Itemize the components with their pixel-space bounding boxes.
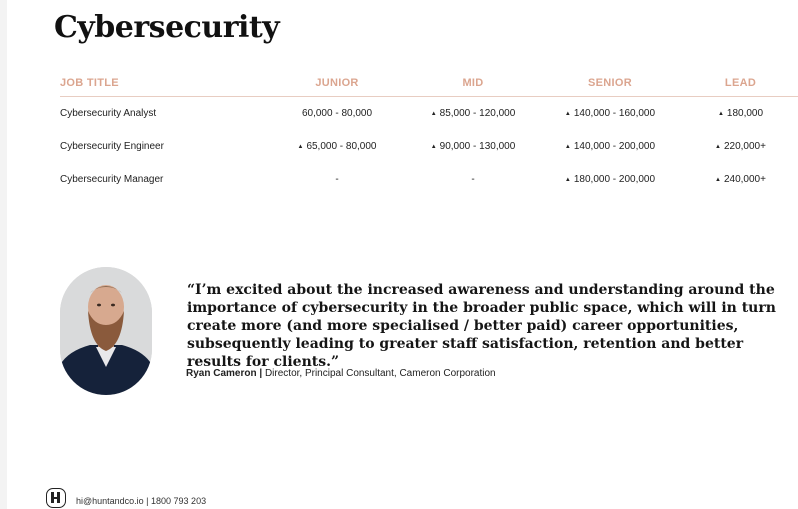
testimonial-attribution <box>186 368 496 379</box>
mid-salary-cell <box>409 163 537 196</box>
huntandco-logo-icon <box>46 488 66 508</box>
increase-triangle-icon: ▲ <box>564 144 571 150</box>
header-job-title: JOB TITLE <box>60 70 265 97</box>
increase-triangle-icon: ▲ <box>430 144 437 150</box>
testimonial-separator: | <box>259 368 263 379</box>
page-title: Cybersecurity <box>54 10 280 45</box>
job-title-cell: Cybersecurity Manager <box>60 174 164 185</box>
header-senior: SENIOR <box>537 70 683 97</box>
salary-value: 90,000 - 130,000 <box>439 141 516 152</box>
table-row <box>60 163 798 196</box>
header-junior: JUNIOR <box>265 70 409 97</box>
senior-salary-cell <box>537 97 683 131</box>
table-row <box>60 130 798 163</box>
header-mid: MID <box>409 70 537 97</box>
portrait-photo <box>60 267 152 395</box>
increase-triangle-icon: ▲ <box>717 111 724 117</box>
increase-triangle-icon: ▲ <box>430 111 437 117</box>
header-lead: LEAD <box>683 70 798 97</box>
junior-salary-cell <box>265 97 409 131</box>
increase-triangle-icon: ▲ <box>715 144 721 150</box>
junior-salary-cell <box>265 130 409 163</box>
increase-triangle-icon: ▲ <box>564 177 571 183</box>
salary-value: 60,000 - 80,000 <box>301 108 373 119</box>
salary-value: 140,000 - 160,000 <box>573 108 656 119</box>
salary-value: - <box>471 174 475 185</box>
salary-table <box>60 70 798 196</box>
lead-salary-cell <box>683 130 798 163</box>
salary-value: 65,000 - 80,000 <box>306 141 377 152</box>
testimonial-quote: “I’m excited about the increased awareness and understanding around the importance of cybersecurity in the broader public space, which will in turn create more (and more specialised / better paid) career opportunities, subsequently leading to greater staff satisfaction, retention and better results for clients.” <box>187 282 776 370</box>
salary-value: 85,000 - 120,000 <box>439 108 516 119</box>
salary-value: 220,000+ <box>723 141 766 152</box>
testimonial-role: Director, Principal Consultant, Cameron Corporation <box>264 368 496 379</box>
lead-salary-cell <box>683 97 798 131</box>
salary-value: - <box>335 174 339 185</box>
testimonial-name: Ryan Cameron <box>186 368 257 379</box>
senior-salary-cell <box>537 130 683 163</box>
mid-salary-cell <box>409 97 537 131</box>
job-title-cell: Cybersecurity Analyst <box>60 108 157 119</box>
table-row <box>60 97 798 131</box>
senior-salary-cell <box>537 163 683 196</box>
mid-salary-cell <box>409 130 537 163</box>
salary-value: 180,000 - 200,000 <box>573 174 656 185</box>
page-edge-bar <box>0 0 7 509</box>
job-title-cell: Cybersecurity Engineer <box>60 141 164 152</box>
portrait-illustration <box>60 267 152 395</box>
footer-contact: hi@huntandco.io | 1800 793 203 <box>76 496 207 506</box>
salary-value: 240,000+ <box>723 174 766 185</box>
table-header-row <box>60 70 798 97</box>
salary-value: 180,000 <box>726 108 764 119</box>
increase-triangle-icon: ▲ <box>297 144 304 150</box>
salary-value: 140,000 - 200,000 <box>573 141 656 152</box>
increase-triangle-icon: ▲ <box>715 177 721 183</box>
increase-triangle-icon: ▲ <box>564 111 571 117</box>
lead-salary-cell <box>683 163 798 196</box>
junior-salary-cell <box>265 163 409 196</box>
